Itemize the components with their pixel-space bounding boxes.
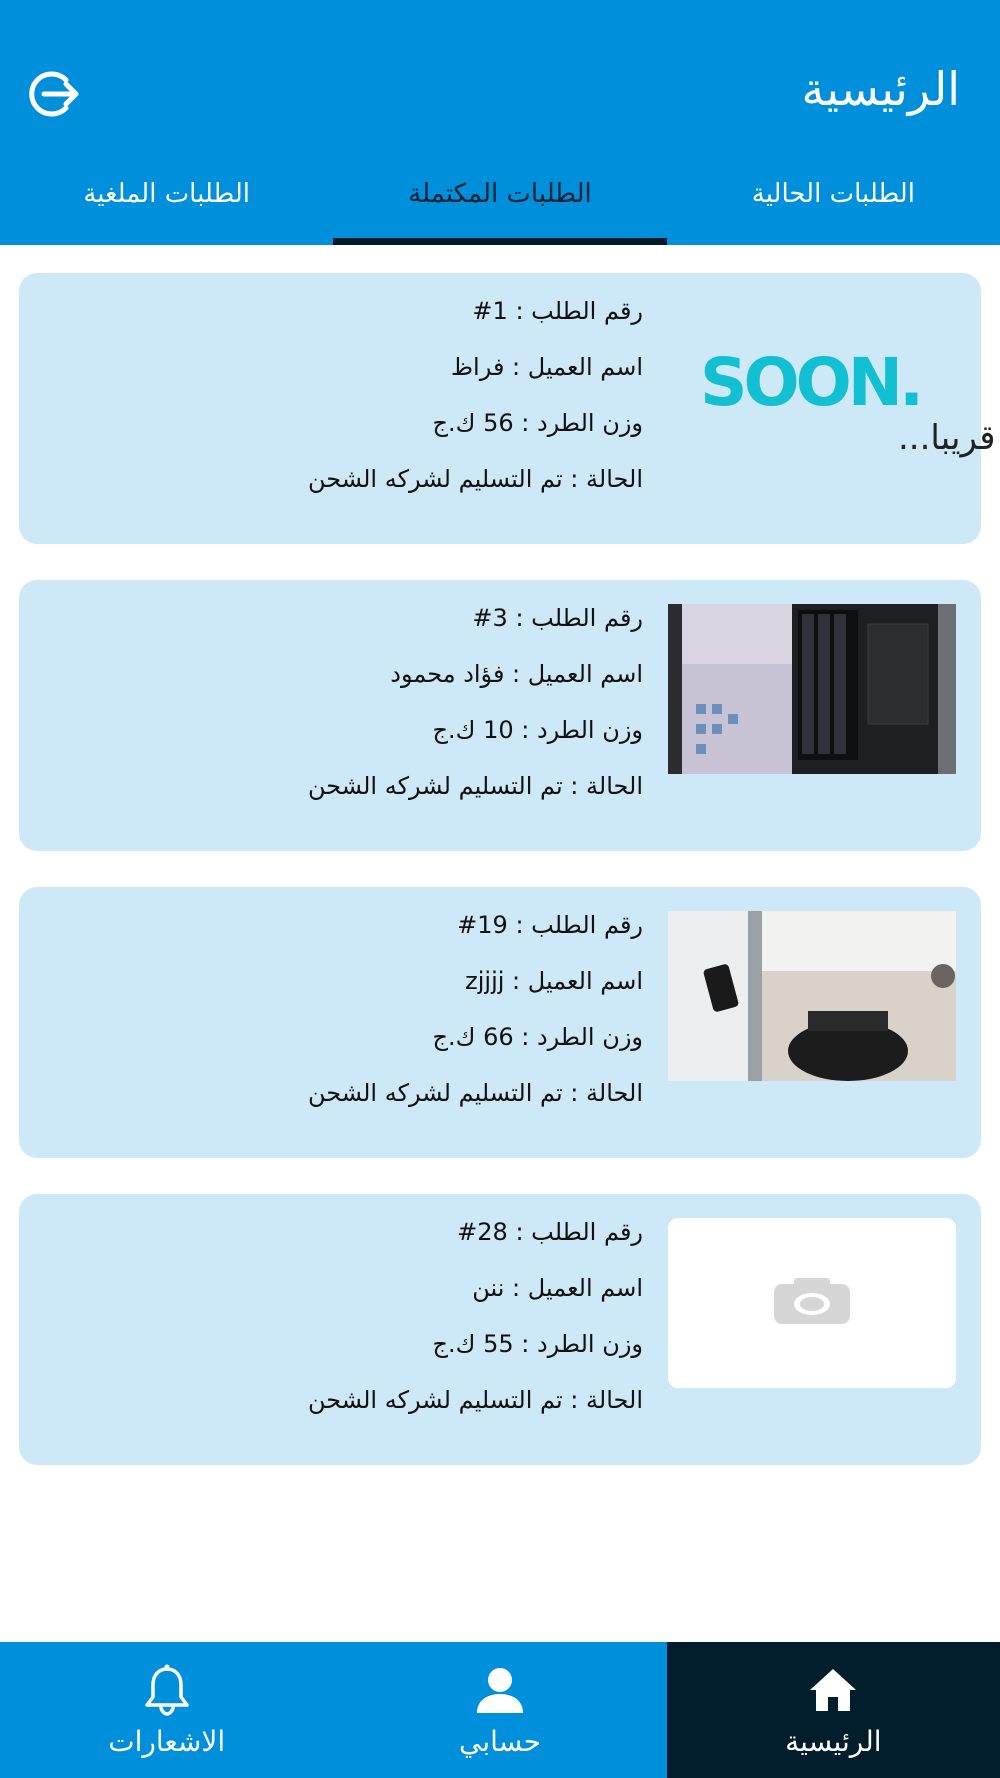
package-weight: وزن الطرد : 56 ك.ج <box>432 409 643 437</box>
nav-label: الاشعارات <box>108 1724 226 1758</box>
tab-label: الطلبات المكتملة <box>408 178 592 209</box>
order-number: رقم الطلب : 1# <box>472 297 643 325</box>
order-details <box>308 905 643 1129</box>
order-card[interactable] <box>19 887 981 1158</box>
customer-name: اسم العميل : فراظ <box>450 353 643 381</box>
bell-icon <box>140 1663 194 1717</box>
order-photo <box>668 911 956 1081</box>
order-status: الحالة : تم التسليم لشركه الشحن <box>307 465 643 493</box>
logout-icon[interactable] <box>26 66 82 122</box>
user-icon <box>473 1663 527 1717</box>
order-number: رقم الطلب : 19# <box>457 911 643 939</box>
home-icon <box>806 1663 860 1717</box>
bottom-navigation <box>0 1642 1000 1778</box>
image-placeholder <box>668 1218 956 1388</box>
order-details <box>308 598 643 822</box>
order-card[interactable] <box>19 580 981 851</box>
nav-account[interactable] <box>333 1642 666 1778</box>
order-status: الحالة : تم التسليم لشركه الشحن <box>307 1079 643 1107</box>
tab-label: الطلبات الحالية <box>751 178 915 209</box>
order-status: الحالة : تم التسليم لشركه الشحن <box>307 772 643 800</box>
laptop-photo <box>668 604 956 774</box>
soon-logo <box>668 297 996 467</box>
tab-completed-orders[interactable] <box>333 160 666 245</box>
nav-label: الرئيسية <box>785 1724 882 1758</box>
package-weight: وزن الطرد : 66 ك.ج <box>432 1023 643 1051</box>
page-title: الرئيسية <box>801 62 960 116</box>
customer-name: اسم العميل : ننن <box>472 1274 643 1302</box>
customer-name: اسم العميل : فؤاد محمود <box>390 660 643 688</box>
app-header <box>0 0 1000 245</box>
order-details <box>308 291 643 515</box>
order-card[interactable] <box>19 1194 981 1465</box>
order-number: رقم الطلب : 3# <box>472 604 643 632</box>
package-weight: وزن الطرد : 10 ك.ج <box>432 716 643 744</box>
tab-label: الطلبات الملغية <box>83 178 251 209</box>
nav-home[interactable] <box>667 1642 1000 1778</box>
order-details <box>308 1212 643 1436</box>
nav-notifications[interactable] <box>0 1642 333 1778</box>
order-list <box>19 273 996 1501</box>
tab-current-orders[interactable] <box>667 160 1000 245</box>
soon-logo-text: SOON. <box>699 344 921 421</box>
order-tabs <box>0 160 1000 245</box>
soon-logo-image <box>668 297 996 467</box>
package-weight: وزن الطرد : 55 ك.ج <box>432 1330 643 1358</box>
room-photo <box>668 911 956 1081</box>
camera-icon <box>668 1218 956 1388</box>
tab-cancelled-orders[interactable] <box>0 160 333 245</box>
nav-label: حسابي <box>459 1724 541 1758</box>
order-number: رقم الطلب : 28# <box>457 1218 643 1246</box>
order-card[interactable] <box>19 273 996 544</box>
order-photo <box>668 604 956 774</box>
customer-name: اسم العميل : zjjjj <box>465 967 643 995</box>
order-status: الحالة : تم التسليم لشركه الشحن <box>307 1386 643 1414</box>
soon-logo-arabic: قريبا... <box>898 418 996 458</box>
